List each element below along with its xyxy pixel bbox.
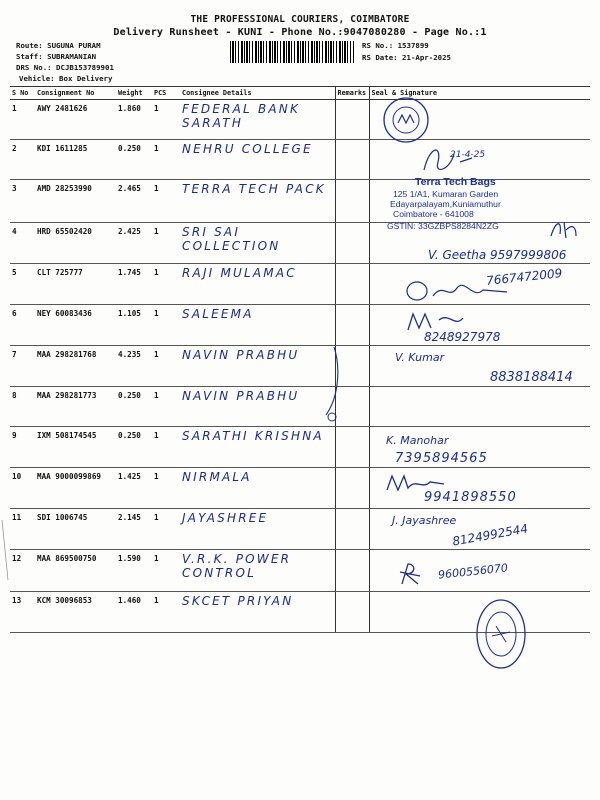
cell-consignment-no: SDI 1006745 [35,509,116,550]
cell-remarks [335,550,369,592]
cell-sno: 5 [10,264,35,305]
cell-pcs: 1 [152,100,180,140]
cell-consignee: SRI SAI COLLECTION [180,223,335,264]
signature-row2 [420,140,480,180]
cell-pcs: 1 [152,427,180,468]
cell-consignment-no: CLT 725777 [35,264,116,305]
signature-row4: V. Geetha 9597999806 [428,248,567,262]
cell-consignee: SARATHI KRISHNA [180,427,335,468]
cell-pcs: 1 [152,346,180,387]
cell-remarks [335,468,369,509]
cell-weight: 2.145 [116,509,152,550]
signature-row5 [403,278,513,306]
drs-number: DRS No.: DCJB153789901 [16,63,114,72]
col-consignment: Consignment No [35,87,116,100]
signature-name-row9: K. Manohar [386,434,449,447]
cell-sno: 11 [10,509,35,550]
signature-phone-row7: 8838188414 [490,370,573,385]
cell-remarks [335,264,369,305]
cell-sno: 7 [10,346,35,387]
seal-stamp-row1 [378,95,438,145]
cell-weight: 1.590 [116,550,152,592]
runsheet-table [10,86,590,633]
cell-consignee: RAJI MULAMAC [180,264,335,305]
company-stamp [387,176,501,231]
cell-sno: 3 [10,180,35,223]
table-row [10,180,590,223]
cell-consignment-no: MAA 869500750 [35,550,116,592]
margin-scribble [0,520,12,580]
stamp-address-2: Edayarpalayam,Kuniamuthur [390,199,501,209]
col-remarks: Remarks [335,87,369,100]
cell-consignee: NIRMALA [180,468,335,509]
staff-label: Staff: SUBRAMANIAN [16,52,97,61]
stamp-address-1: 125 1/A1, Kumaran Garden [393,189,499,199]
cell-weight: 0.250 [116,427,152,468]
signature-name-row7: V. Kumar [395,351,445,364]
table-row [10,427,590,468]
cell-weight: 1.105 [116,305,152,346]
col-consignee: Consignee Details [180,87,335,100]
cell-consignment-no: AWY 2481626 [35,100,116,140]
table-row [10,140,590,180]
col-sno: S No [10,87,35,100]
cell-seal-signature [369,387,590,427]
stamp-address-3: Coimbatore - 641008 [393,209,474,219]
barcode [230,41,354,63]
rs-date: RS Date: 21-Apr-2025 [362,53,451,62]
cell-consignment-no: MAA 9000099869 [35,468,116,509]
signature-phone-row10: 9941898550 [424,490,517,505]
cell-sno: 9 [10,427,35,468]
cell-pcs: 1 [152,180,180,223]
cell-weight: 0.250 [116,387,152,427]
table-header-row [10,87,590,100]
cell-consignee: NAVIN PRABHU [180,346,335,387]
cell-weight: 1.860 [116,100,152,140]
cell-consignee: SKCET PRIYAN [180,592,335,633]
cell-weight: 1.460 [116,592,152,633]
cell-consignee: V.R.K. POWER CONTROL [180,550,335,592]
cell-weight: 2.425 [116,223,152,264]
cell-consignee: FEDERAL BANK SARATH [180,100,335,140]
cell-pcs: 1 [152,550,180,592]
cell-sno: 1 [10,100,35,140]
cell-consignment-no: MAA 298281773 [35,387,116,427]
signature-name-row11: J. Jayashree [392,514,457,527]
cell-sno: 13 [10,592,35,633]
cell-consignee: TERRA TECH PACK [180,180,335,223]
route-label: Route: SUGUNA PURAM [16,41,101,50]
cell-remarks [335,100,369,140]
signature-phone-row5: 7667472009 [485,266,563,288]
cell-consignment-no: IXM 508174545 [35,427,116,468]
cell-sno: 4 [10,223,35,264]
cell-consignment-no: AMD 28253990 [35,180,116,223]
cell-sno: 2 [10,140,35,180]
cell-consignment-no: NEY 60083436 [35,305,116,346]
cell-consignment-no: KDI 1611285 [35,140,116,180]
cell-weight: 4.235 [116,346,152,387]
signature-phone-row6: 8248927978 [424,330,501,344]
stamp-gstin: GSTIN: 33GZBPS8284N2ZG [387,221,499,231]
cell-weight: 2.465 [116,180,152,223]
col-signature: Seal & Signature [369,87,590,100]
signature-row3 [548,216,588,242]
cell-remarks [335,305,369,346]
cell-weight: 1.425 [116,468,152,509]
cell-pcs: 1 [152,592,180,633]
rs-number: RS No.: 1537899 [362,41,429,50]
cell-consignee: JAYASHREE [180,509,335,550]
cell-consignment-no: HRD 65502420 [35,223,116,264]
cell-remarks [335,223,369,264]
cell-consignee: SALEEMA [180,305,335,346]
signature-row8 [312,345,342,425]
cell-pcs: 1 [152,223,180,264]
cell-pcs: 1 [152,140,180,180]
cell-pcs: 1 [152,509,180,550]
cell-pcs: 1 [152,305,180,346]
cell-remarks [335,592,369,633]
cell-pcs: 1 [152,264,180,305]
cell-weight: 1.745 [116,264,152,305]
cell-remarks [335,427,369,468]
cell-sno: 10 [10,468,35,509]
col-pcs: PCS [152,87,180,100]
cell-sno: 12 [10,550,35,592]
cell-remarks [335,180,369,223]
table-row [10,100,590,140]
table-row [10,387,590,427]
table-row [10,305,590,346]
cell-sno: 6 [10,305,35,346]
cell-weight: 0.250 [116,140,152,180]
cell-consignment-no: KCM 30096853 [35,592,116,633]
document-subtitle: Delivery Runsheet - KUNI - Phone No.:9047080280 - Page No.:1 [113,27,487,38]
cell-consignee: NAVIN PRABHU [180,387,335,427]
cell-remarks [335,509,369,550]
signature-phone-row11: 8124992544 [451,521,529,549]
col-weight: Weight [116,87,152,100]
signature-phone-row12: 9600556070 [437,561,509,582]
cell-pcs: 1 [152,387,180,427]
cell-sno: 8 [10,387,35,427]
document-title: THE PROFESSIONAL COURIERS, COIMBATORE [190,14,410,25]
cell-pcs: 1 [152,468,180,509]
vehicle-label: Vehicle: Box Delivery [19,74,113,83]
cell-consignment-no: MAA 298281768 [35,346,116,387]
stamp-company-name: Terra Tech Bags [415,176,496,188]
signature-phone-row9: 7395894565 [395,451,488,466]
signature-date-row2: 21-4-25 [450,150,486,160]
cell-consignee: NEHRU COLLEGE [180,140,335,180]
signature-row12 [398,562,424,588]
college-seal-stamp [474,596,530,672]
cell-remarks [335,140,369,180]
